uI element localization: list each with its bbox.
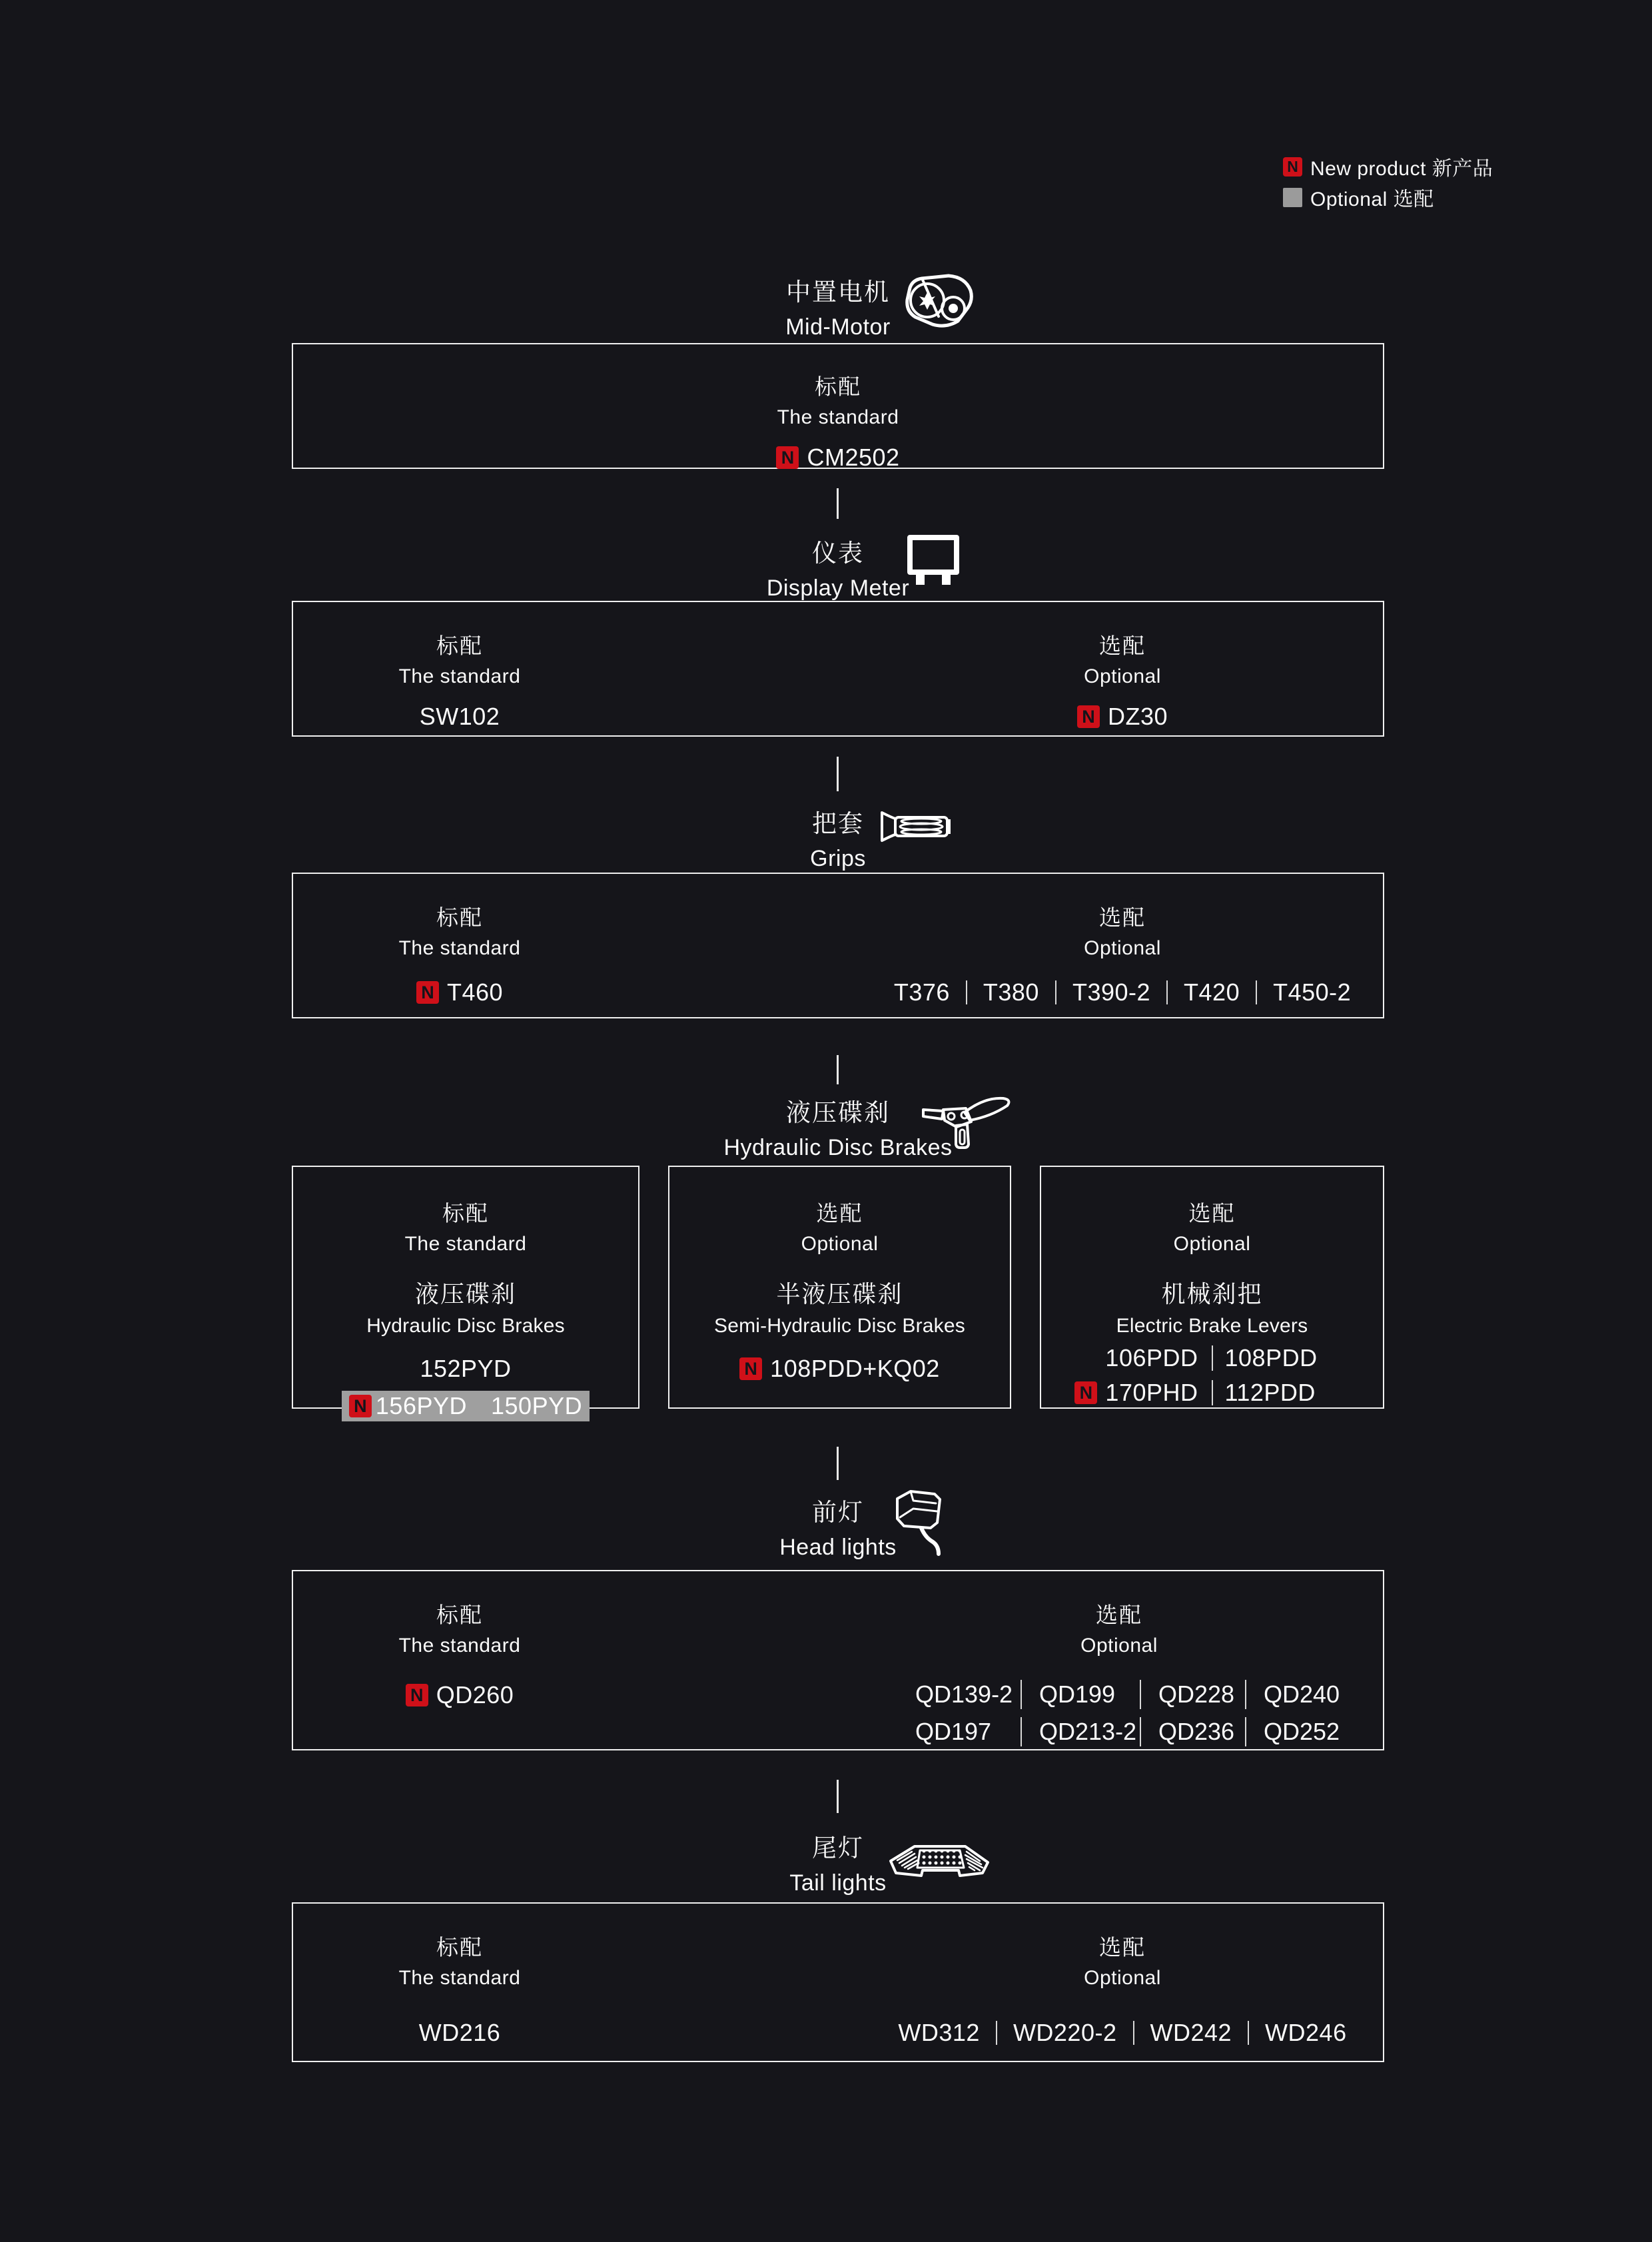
- grips-standard-code-row: [293, 978, 626, 1006]
- separator: [1248, 2021, 1249, 2045]
- connector-line: [837, 757, 839, 791]
- legend-optional-label: Optional 选配: [1310, 188, 1434, 210]
- tail-lights-box: [292, 1902, 1384, 2062]
- grips-standard-column: [293, 874, 626, 1017]
- new-badge-icon: N: [776, 446, 799, 469]
- head-light-icon: [893, 1488, 944, 1556]
- tail-lights-standard-code: WD216: [418, 2019, 501, 2046]
- head-lights-standard-code: QD260: [436, 1681, 514, 1708]
- section-brakes-header: [292, 1092, 1384, 1161]
- display-meter-standard-code: SW102: [419, 703, 500, 730]
- grips-icon: [879, 810, 953, 843]
- standard-label-cn: 标配: [436, 905, 483, 930]
- standard-label-en: The standard: [398, 937, 521, 959]
- head-light-code: QD139-2: [915, 1681, 1013, 1708]
- tail-light-code: WD246: [1265, 2019, 1347, 2046]
- brakes-standard-code: 152PYD: [420, 1355, 512, 1382]
- grips-title-en: Grips: [810, 846, 866, 871]
- standard-label-cn: 标配: [442, 1201, 489, 1226]
- brakes-standard-box: [292, 1166, 639, 1419]
- standard-label-en: The standard: [777, 406, 899, 428]
- tail-light-code: WD242: [1150, 2019, 1232, 2046]
- head-light-code: QD199: [1021, 1680, 1115, 1709]
- grips-box: [292, 873, 1384, 1018]
- grips-optional-column: [859, 874, 1386, 1017]
- separator: [1055, 980, 1056, 1004]
- new-badge-icon: N: [1074, 1381, 1097, 1404]
- separator: [1166, 980, 1168, 1004]
- separator: [1133, 2021, 1134, 2045]
- new-badge-icon: N: [349, 1395, 372, 1417]
- tail-lights-optional-column: [859, 1904, 1386, 2061]
- tail-lights-standard-column: [293, 1904, 626, 2061]
- optional-label-cn: 选配: [1099, 1935, 1146, 1960]
- mid-motor-standard-code: CM2502: [807, 444, 900, 471]
- head-light-code: QD236: [1140, 1717, 1234, 1746]
- display-meter-title-en: Display Meter: [766, 575, 910, 601]
- head-lights-optional-column: [866, 1571, 1372, 1749]
- brakes-lever-code: 170PHD: [1105, 1379, 1198, 1406]
- section-mid-motor-header: [292, 272, 1384, 340]
- legend-new-product-label: New product 新产品: [1310, 158, 1493, 180]
- connector-line: [837, 1447, 839, 1480]
- brakes-highlight-code: 150PYD: [491, 1392, 583, 1419]
- brakes-levers-name-cn: 机械刹把: [1161, 1280, 1263, 1308]
- brakes-semi-name-cn: 半液压碟刹: [776, 1280, 903, 1308]
- standard-label-cn: 标配: [436, 1935, 483, 1960]
- brakes-semi-code-row: [669, 1355, 1010, 1383]
- head-light-code: QD213-2: [1021, 1717, 1136, 1746]
- brakes-lever-code: 112PDD: [1224, 1379, 1316, 1406]
- brakes-semi-code: 108PDD+KQ02: [770, 1355, 940, 1382]
- new-badge-icon: N: [416, 981, 439, 1004]
- optional-label-cn: 选配: [1188, 1201, 1236, 1226]
- head-light-code: QD197: [915, 1718, 992, 1745]
- head-lights-box: [292, 1570, 1384, 1750]
- standard-label-cn: 标配: [436, 633, 483, 658]
- head-lights-title-cn: 前灯: [812, 1499, 864, 1526]
- tail-light-code: WD312: [898, 2019, 980, 2046]
- grips-standard-code: T460: [446, 978, 504, 1006]
- brakes-title-cn: 液压碟刹: [786, 1099, 890, 1126]
- optional-label-en: Optional: [801, 1233, 879, 1255]
- separator: [996, 2021, 997, 2045]
- grips-optional-code: T420: [1184, 978, 1240, 1006]
- brakes-semi-box: [668, 1166, 1011, 1409]
- display-meter-optional-column: [859, 602, 1386, 735]
- section-display-meter-header: [292, 533, 1384, 601]
- brakes-levers-row2: [1041, 1379, 1383, 1407]
- section-head-lights-header: [292, 1492, 1384, 1561]
- optional-badge-icon: [1283, 188, 1302, 207]
- standard-label-en: The standard: [398, 1635, 521, 1657]
- mid-motor-title-en: Mid-Motor: [785, 314, 891, 340]
- display-meter-optional-code-row: [859, 703, 1386, 731]
- mid-motor-standard-code-row: [293, 444, 1383, 472]
- brakes-levers-row1: [1041, 1344, 1383, 1372]
- separator: [1256, 980, 1257, 1004]
- legend-new-product: [1283, 153, 1493, 180]
- brake-lever-icon: [918, 1087, 1018, 1151]
- brakes-highlight-bar: [342, 1391, 590, 1421]
- separator: [966, 980, 967, 1004]
- tail-lights-optional-codes-row: [859, 2019, 1386, 2047]
- standard-label-en: The standard: [404, 1233, 527, 1255]
- optional-label-en: Optional: [1080, 1635, 1158, 1657]
- head-lights-optional-codes-grid: [906, 1680, 1372, 1746]
- head-lights-standard-column: [293, 1571, 626, 1749]
- tail-lights-standard-code-row: [293, 2019, 626, 2047]
- display-meter-optional-code: DZ30: [1107, 703, 1168, 730]
- legend-optional: [1283, 184, 1493, 210]
- standard-label-cn: 标配: [436, 1603, 483, 1627]
- section-tail-lights-header: [292, 1828, 1384, 1896]
- legend: [1283, 153, 1493, 214]
- optional-label-en: Optional: [1084, 1967, 1161, 1989]
- mid-motor-box: [292, 343, 1384, 469]
- tail-light-icon: [885, 1842, 992, 1878]
- brakes-standard-code-row: [293, 1355, 638, 1383]
- optional-label-cn: 选配: [1099, 905, 1146, 930]
- display-meter-box: [292, 601, 1384, 737]
- grips-optional-code: T450-2: [1273, 978, 1352, 1006]
- standard-label-cn: 标配: [815, 374, 861, 399]
- standard-label-en: The standard: [398, 665, 521, 687]
- brakes-lever-code: 108PDD: [1224, 1344, 1318, 1371]
- grips-title-cn: 把套: [812, 810, 864, 837]
- display-meter-title-cn: 仪表: [812, 540, 864, 567]
- optional-label-en: Optional: [1173, 1233, 1251, 1255]
- display-meter-icon: [907, 534, 960, 586]
- head-light-code: QD240: [1245, 1680, 1340, 1709]
- head-lights-title-en: Head lights: [779, 1535, 897, 1560]
- grips-optional-code: T380: [983, 978, 1039, 1006]
- grips-optional-code: T376: [893, 978, 950, 1006]
- head-light-code: QD252: [1245, 1717, 1340, 1746]
- optional-label-en: Optional: [1084, 665, 1161, 687]
- optional-label-en: Optional: [1084, 937, 1161, 959]
- connector-line: [837, 488, 839, 519]
- mid-motor-title-cn: 中置电机: [786, 278, 890, 306]
- mid-motor-icon: [901, 273, 975, 330]
- grips-optional-code: T390-2: [1072, 978, 1151, 1006]
- head-light-code: QD228: [1140, 1680, 1234, 1709]
- connector-line: [837, 1780, 839, 1813]
- optional-label-cn: 选配: [1099, 633, 1146, 658]
- brakes-highlight-code: 156PYD: [375, 1392, 467, 1419]
- brakes-semi-name-en: Semi-Hydraulic Disc Brakes: [714, 1315, 965, 1337]
- standard-label-en: The standard: [398, 1967, 521, 1989]
- optional-label-cn: 选配: [816, 1201, 863, 1226]
- tail-light-code: WD220-2: [1013, 2019, 1117, 2046]
- section-grips-header: [292, 803, 1384, 872]
- brakes-standard-name-cn: 液压碟刹: [414, 1280, 516, 1308]
- display-meter-standard-column: [293, 602, 626, 735]
- connector-line: [837, 1055, 839, 1084]
- new-product-badge-icon: N: [1283, 157, 1302, 177]
- head-lights-standard-code-row: [293, 1681, 626, 1709]
- brakes-levers-name-en: Electric Brake Levers: [1116, 1315, 1308, 1337]
- brakes-levers-box: [1040, 1166, 1384, 1409]
- new-badge-icon: N: [739, 1357, 762, 1380]
- brakes-lever-code: 106PDD: [1105, 1344, 1198, 1371]
- optional-label-cn: 选配: [1096, 1603, 1142, 1627]
- tail-lights-title-cn: 尾灯: [812, 1834, 864, 1862]
- grips-optional-codes-row: [859, 978, 1386, 1006]
- tail-lights-title-en: Tail lights: [789, 1870, 887, 1896]
- display-meter-standard-code-row: [293, 703, 626, 731]
- brakes-title-en: Hydraulic Disc Brakes: [723, 1135, 953, 1160]
- new-badge-icon: N: [406, 1684, 428, 1706]
- new-badge-icon: N: [1077, 705, 1100, 728]
- brakes-standard-name-en: Hydraulic Disc Brakes: [366, 1315, 565, 1337]
